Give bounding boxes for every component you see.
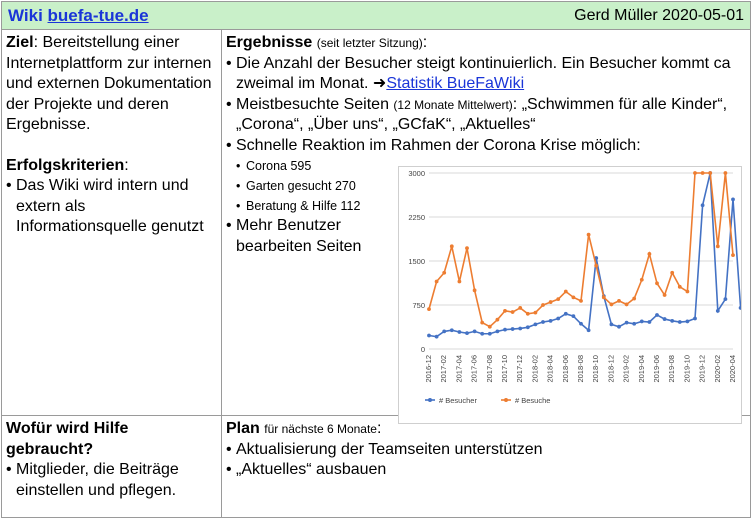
series-line (429, 173, 733, 327)
sublist-item-text: Corona 595 (246, 159, 312, 173)
data-point (701, 203, 705, 207)
plan-cell (222, 416, 750, 517)
plan-item-text: Aktualisierung der Teamseiten unterstützen (236, 440, 543, 458)
x-tick-label: 2019-12 (697, 355, 707, 383)
data-point (617, 325, 621, 329)
plan-heading (226, 419, 746, 440)
goal-text: : Bereitstellung einer Internetplattform zur internen und externen Dokumentation der Projekte und deren Ergebnisse. (6, 34, 212, 133)
header-bar (2, 2, 750, 30)
data-point (465, 246, 469, 250)
criteria-item: • Das Wiki wird intern und extern als Informationsquelle genutzt (6, 176, 217, 238)
x-tick-label: 2018-02 (530, 355, 540, 383)
data-point (579, 299, 583, 303)
x-tick-label: 2017-04 (454, 355, 464, 383)
sublist-item: • Corona 595 (236, 156, 746, 176)
result-top-pages: • Meistbesuchte Seiten (12 Monate Mittelwert): „Schwimmen für alle Kinder“, „Corona“, „Über uns“, „GCfaK“, „Aktuelles“ (226, 95, 728, 133)
data-point (556, 297, 560, 301)
data-point (610, 303, 614, 307)
goal-paragraph (6, 33, 217, 136)
data-point (670, 319, 674, 323)
author-date: Gerd Müller 2020-05-01 (574, 6, 744, 24)
data-point (458, 280, 462, 284)
data-point (739, 306, 741, 310)
x-tick-label: 2017-08 (484, 355, 494, 383)
results-cell (222, 30, 750, 415)
plan-item: • „Aktuelles“ ausbauen (226, 460, 746, 481)
data-point (724, 297, 728, 301)
corona-text: Schnelle Reaktion im Rahmen der Corona Krise möglich: (236, 136, 641, 154)
x-tick-label: 2017-06 (469, 355, 479, 383)
site-link[interactable]: buefa-tue.de (47, 5, 149, 25)
criteria-item-text: Das Wiki wird intern und extern als Informationsquelle genutzt (16, 177, 204, 235)
data-point (450, 328, 454, 332)
data-point (488, 332, 492, 336)
x-tick-label: 2017-02 (439, 355, 449, 383)
data-point (496, 330, 500, 334)
data-point (670, 271, 674, 275)
data-point (572, 314, 576, 318)
sublist-item-text: Beratung & Hilfe 112 (246, 199, 361, 213)
data-point (465, 331, 469, 335)
data-point (427, 334, 431, 338)
result-editors: • Mehr Benutzer bearbeiten Seiten (226, 216, 386, 257)
data-point (640, 278, 644, 282)
data-point (708, 171, 712, 175)
data-point (435, 335, 439, 339)
data-point (442, 271, 446, 275)
y-tick-label: 3000 (408, 169, 425, 178)
bottom-row (2, 416, 750, 517)
data-point (693, 317, 697, 321)
results-title: Ergebnisse (226, 34, 313, 51)
results-note: (seit letzter Sitzung) (316, 36, 423, 50)
data-point (648, 252, 652, 256)
data-point (480, 332, 484, 336)
data-point (549, 319, 553, 323)
x-tick-label: 2018-12 (606, 355, 616, 383)
plan-item-text: „Aktuelles“ ausbauen (236, 461, 387, 478)
sublist-item: • Garten gesucht 270 (236, 176, 746, 196)
data-point (534, 322, 538, 326)
data-point (564, 312, 568, 316)
criteria-colon: : (124, 156, 129, 174)
data-point (632, 322, 636, 326)
visits-chart (398, 166, 742, 424)
data-point (435, 280, 439, 284)
x-tick-label: 2020-04 (728, 355, 737, 383)
x-tick-label: 2017-10 (500, 355, 509, 383)
data-point (503, 328, 507, 332)
data-point (427, 307, 431, 311)
data-point (625, 321, 629, 325)
data-point (625, 303, 629, 307)
data-point (693, 171, 697, 175)
data-point (526, 325, 530, 329)
data-point (655, 313, 659, 317)
data-point (458, 330, 462, 334)
data-point (663, 317, 667, 321)
statistics-link[interactable]: Statistik BueFaWiki (386, 75, 525, 92)
data-point (686, 290, 690, 294)
top-pages-lead: Meistbesuchte Seiten (236, 95, 394, 113)
x-tick-label: 2018-08 (576, 355, 585, 383)
data-point (503, 309, 507, 313)
data-point (473, 288, 477, 292)
wiki-label: Wiki (8, 5, 43, 25)
x-tick-label: 2017-12 (515, 355, 525, 383)
result-visitors: • Die Anzahl der Besucher steigt kontinuierlich. Ein Besucher kommt ca zweimal im Monat. ➜Statistik BueFaWiki (226, 54, 731, 92)
legend-label: # Besuche (515, 396, 551, 405)
x-tick-label: 2019-06 (652, 355, 661, 383)
data-point (701, 171, 705, 175)
data-point (473, 330, 477, 334)
plan-colon: : (376, 420, 382, 437)
data-point (556, 317, 560, 321)
data-point (716, 244, 720, 248)
top-pages-note: (12 Monate Mittelwert) (393, 97, 513, 112)
plan-title: Plan (226, 420, 260, 437)
data-point (724, 171, 728, 175)
data-point (587, 233, 591, 237)
data-point (602, 295, 606, 299)
goal-label: Ziel (6, 34, 34, 51)
data-point (610, 322, 614, 326)
data-point (541, 320, 545, 324)
data-point (496, 318, 500, 322)
data-point (511, 327, 515, 331)
data-point (731, 198, 735, 202)
data-point (678, 320, 682, 324)
legend-marker (504, 398, 508, 402)
x-tick-label: 2018-06 (560, 355, 570, 383)
data-point (534, 311, 538, 315)
x-tick-label: 2016-12 (424, 355, 433, 383)
criteria-heading (6, 156, 217, 177)
help-cell (2, 416, 222, 517)
data-point (480, 321, 484, 325)
data-point (450, 244, 454, 248)
result-corona: • Schnelle Reaktion im Rahmen der Corona Krise möglich: (226, 136, 746, 157)
x-tick-label: 2019-04 (636, 355, 646, 383)
y-tick-label: 750 (412, 301, 425, 310)
x-tick-label: 2019-10 (682, 355, 692, 383)
goal-cell (2, 30, 222, 415)
plan-item: • Aktualisierung der Teamseiten unterstützen (226, 440, 746, 461)
plan-note: für nächste 6 Monate (264, 422, 377, 436)
data-point (655, 281, 659, 285)
x-tick-label: 2019-02 (621, 355, 631, 383)
legend-label: # Besucher (439, 396, 477, 405)
sublist-item: • Beratung & Hilfe 112 (236, 196, 746, 216)
editors-text: Mehr Benutzer bearbeiten Seiten (236, 217, 362, 255)
data-point (716, 309, 720, 313)
results-heading (226, 33, 746, 54)
data-point (518, 327, 522, 331)
visitors-text: Die Anzahl der Besucher steigt kontinuierlich. Ein Besucher kommt ca zweimal im Monat. (236, 54, 731, 92)
legend-marker (428, 398, 432, 402)
data-point (632, 297, 636, 301)
data-point (511, 310, 515, 314)
y-tick-label: 1500 (408, 257, 425, 266)
x-tick-label: 2018-10 (591, 355, 601, 383)
chart-svg (399, 167, 741, 423)
data-point (572, 295, 576, 299)
data-point (686, 320, 690, 324)
help-item-text: Mitglieder, die Beiträge einstellen und pflegen. (16, 461, 179, 499)
x-tick-label: 2018-04 (545, 355, 555, 383)
data-point (587, 328, 591, 332)
help-item: • Mitglieder, die Beiträge einstellen und pflegen. (6, 460, 217, 501)
y-tick-label: 2250 (408, 213, 425, 222)
data-point (594, 264, 598, 268)
top-pages-list: : „Schwimmen für alle Kinder“, „Corona“, „Über uns“, „GCfaK“, „Aktuelles“ (236, 95, 728, 133)
data-point (617, 299, 621, 303)
x-tick-label: 2019-08 (667, 355, 677, 383)
x-tick-label: 2020-02 (712, 355, 722, 383)
slide (1, 1, 751, 518)
data-point (648, 320, 652, 324)
top-row (2, 30, 750, 416)
criteria-label: Erfolgskriterien (6, 156, 125, 174)
data-point (526, 312, 530, 316)
data-point (640, 320, 644, 324)
data-point (541, 303, 545, 307)
y-tick-label: 0 (420, 345, 425, 354)
arrow-icon: ➜ (372, 75, 387, 92)
data-point (564, 290, 568, 294)
data-point (678, 285, 682, 289)
data-point (518, 306, 522, 310)
data-point (442, 330, 446, 334)
header-title (8, 6, 149, 26)
sublist-item-text: Garten gesucht 270 (246, 179, 356, 193)
results-colon: : (422, 34, 428, 51)
data-point (663, 293, 667, 297)
data-point (579, 322, 583, 326)
data-point (488, 325, 492, 329)
data-point (731, 253, 735, 257)
data-point (549, 300, 553, 304)
help-title: Wofür wird Hilfe gebraucht? (6, 420, 129, 458)
